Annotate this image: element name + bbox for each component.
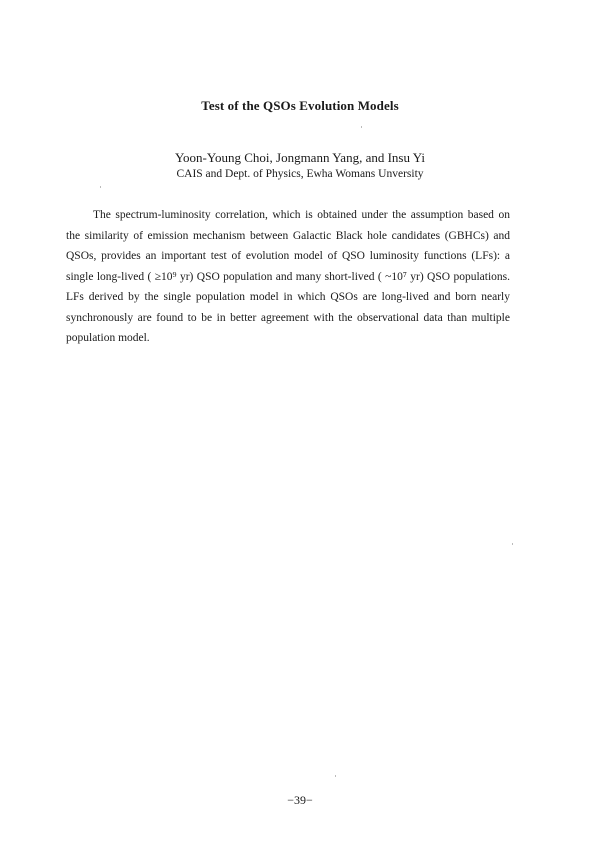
- paper-title: Test of the QSOs Evolution Models: [201, 98, 399, 113]
- page-number: −39−: [287, 793, 313, 807]
- scan-speck: [100, 186, 101, 188]
- affiliation: CAIS and Dept. of Physics, Ewha Womans Unversity: [176, 168, 424, 180]
- scan-speck: [335, 775, 336, 777]
- author-list: Yoon-Young Choi, Jongmann Yang, and Insu Yi: [174, 150, 426, 165]
- scan-speck: [512, 543, 513, 545]
- abstract-paragraph: The spectrum-luminosity correlation, which is obtained under the assumption based on the similarity of emission mechanism between Galactic Black hole candidates (GBHCs) and QSOs, provides an important test of evolution model of QSO luminosity functions (LFs): a single long-lived ( ≥10⁹ yr) QSO population and many short-lived ( ~10⁷ yr) QSO populations. LFs derived by the single population model in which QSOs are long-lived and born nearly synchronously are found to be in better agreement with the observational data than multiple population model.: [66, 209, 510, 344]
- scan-speck: [361, 126, 362, 128]
